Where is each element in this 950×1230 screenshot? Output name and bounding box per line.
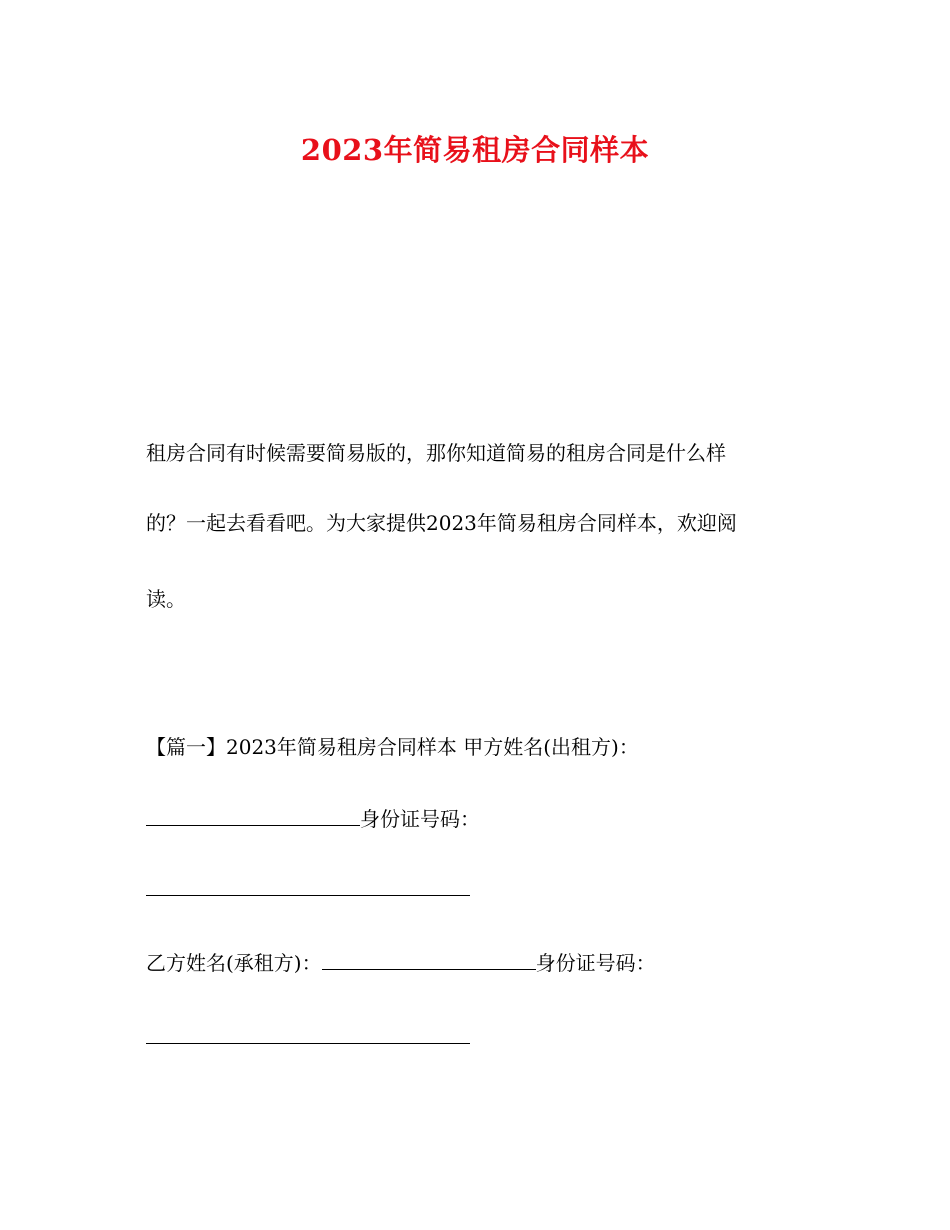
intro-line-1: 租房合同有时候需要简易版的，那你知道简易的租房合同是什么样 (146, 441, 726, 465)
party-b-name-blank[interactable] (322, 951, 536, 970)
document-title: 2023年简易租房合同样本 (300, 133, 650, 167)
party-b-row (146, 950, 656, 976)
party-a-name-blank[interactable] (146, 807, 360, 826)
party-a-id-row (146, 806, 480, 832)
party-b-id-blank[interactable] (146, 1043, 470, 1044)
party-b-id-label: 身份证号码： (535, 951, 656, 975)
party-a-id-label: 身份证号码： (360, 807, 480, 831)
party-b-name-label: 乙方姓名(承租方)： (146, 951, 322, 975)
party-a-id-blank[interactable] (146, 895, 470, 896)
intro-line-2: 的？一起去看看吧。为大家提供2023年简易租房合同样本，欢迎阅 (146, 511, 737, 535)
intro-line-3: 读。 (146, 587, 186, 611)
section-heading: 【篇一】2023年简易租房合同样本 甲方姓名(出租方)： (146, 735, 639, 759)
